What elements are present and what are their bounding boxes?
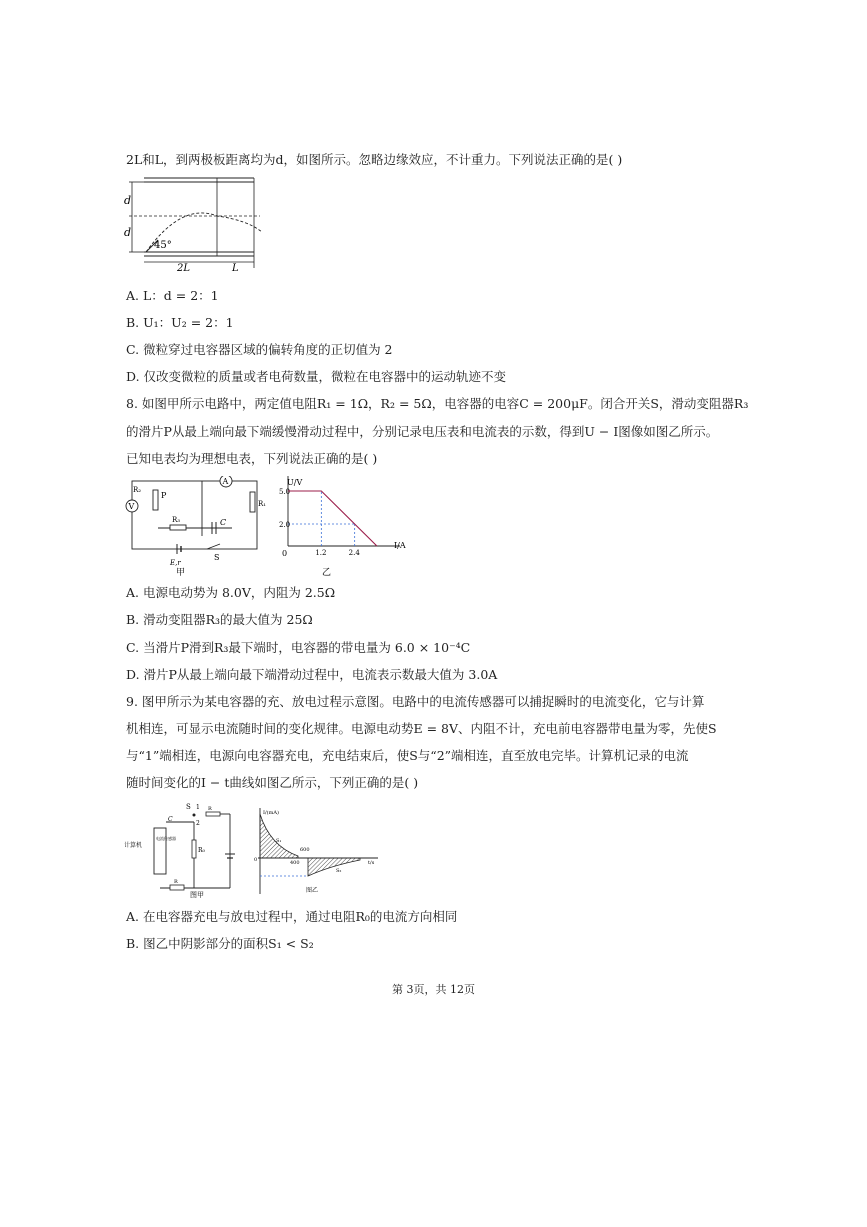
ammeter-label: A: [222, 477, 229, 486]
graph-ylabel: U/V: [287, 478, 303, 487]
terminal-1-label: 1: [196, 804, 200, 811]
graph-origin: 0: [282, 549, 288, 558]
graph-caption: 乙: [322, 568, 332, 578]
q7-stem-tail: 2L和L，到两极板距离均为d，如图所示。忽略边缘效应，不计重力。下列说法正确的是( ): [126, 152, 623, 167]
q9-stem-line-2: 机相连，可显示电流随时间的变化规律。电源电动势E = 8V、内阻不计，充电前电容器带电量为零，先使S: [126, 721, 717, 736]
circuit-caption: 甲: [176, 568, 186, 576]
it-ylabel: I/(mA): [263, 810, 279, 816]
it-xlabel: t/s: [368, 860, 375, 866]
d-bottom-label: d: [124, 226, 132, 239]
capacitor-c-label: C: [168, 816, 173, 823]
slider-p-label: P: [161, 491, 167, 500]
ui-line-series: [288, 491, 377, 546]
q9-option-b: B. 图乙中阴影部分的面积S₁ < S₂: [126, 936, 314, 951]
q8-stem-line-3: 已知电表均为理想电表，下列说法正确的是( ): [126, 451, 378, 466]
q8-option-c: C. 当滑片P滑到R₃最下端时，电容器的带电量为 6.0 × 10⁻⁴C: [126, 640, 471, 655]
resistor-r-top-label: R: [208, 806, 212, 812]
r3-label: R₃: [172, 516, 181, 524]
length-l-label: L: [232, 263, 239, 272]
tick-600-label: 600: [300, 847, 310, 853]
y-tick-label: 2.0: [279, 521, 291, 529]
y-tick-label: 5.0: [279, 488, 291, 496]
q8-stem-line-2: 的滑片P从最上端向最下端缓慢滑动过程中，分别记录电压表和电流表的示数，得到U − I图像如图乙所示。: [126, 424, 719, 439]
q9-option-a: A. 在电容器充电与放电过程中，通过电阻R₀的电流方向相同: [126, 909, 458, 924]
d-top-label: d: [124, 194, 132, 207]
it-origin: 0: [254, 857, 258, 863]
left-figure-caption: 图甲: [190, 891, 204, 899]
area-s2-label: S₂: [336, 868, 342, 874]
q9-stem-line-3: 与“1”端相连，电源向电容器充电，充电结束后，使S与“2”端相连，直至放电完毕。计算机记录的电流: [126, 748, 689, 763]
q9-stem-line-4: 随时间变化的I − t曲线如图乙所示，下列正确的是( ): [126, 775, 419, 790]
switch-s-label: S: [186, 803, 191, 811]
q7-option-c: C. 微粒穿过电容器区域的偏转角度的正切值为 2: [126, 342, 393, 357]
q8-option-d: D. 滑片P从最上端向最下端滑动过程中，电流表示数最大值为 3.0A: [126, 667, 498, 682]
length-2l-label: 2L: [177, 263, 191, 272]
tick-400-label: 400: [290, 860, 300, 866]
q7-option-d: D. 仅改变微粒的质量或者电荷数量，微粒在电容器中的运动轨迹不变: [126, 369, 507, 384]
q8-ui-graph: [278, 472, 408, 582]
area-s1-label: S₁: [276, 838, 282, 844]
source-label: E,r: [170, 559, 181, 567]
graph-xlabel: I/A: [394, 541, 406, 550]
q8-circuit-diagram: [122, 476, 272, 576]
r0-label: R₀: [198, 847, 205, 854]
q9-current-time-graph: [250, 806, 385, 900]
r2-label: R₂: [133, 486, 142, 494]
voltmeter-label: V: [128, 502, 135, 511]
r1-label: R₁: [258, 500, 267, 508]
page-footer: 第 3页，共 12页: [392, 983, 475, 996]
q7-option-b: B. U₁：U₂ = 2：1: [126, 315, 234, 330]
terminal-2-label: 2: [196, 820, 200, 827]
sensor-label: 电流传感器: [156, 836, 176, 841]
q7-option-a: A. L：d = 2：1: [126, 288, 219, 303]
capacitor-c-label: C: [220, 518, 227, 527]
q8-option-b: B. 滑动变阻器R₃的最大值为 25Ω: [126, 612, 313, 627]
q9-stem-line-1: 9. 图甲所示为某电容器的充、放电过程示意图。电路中的电流传感器可以捕捉瞬时的电流变化，它与计算: [126, 694, 705, 709]
resistor-r-bottom-label: R: [174, 879, 178, 885]
computer-label: 计算机: [124, 842, 143, 849]
x-tick-label: 2.4: [348, 549, 360, 557]
q7-capacitor-figure: [122, 172, 272, 272]
q9-charging-circuit: [124, 800, 239, 900]
switch-s-label: S: [214, 553, 220, 562]
angle-label: 45°: [154, 240, 172, 251]
right-figure-caption: 图乙: [306, 887, 319, 894]
q8-option-a: A. 电源电动势为 8.0V，内阻为 2.5Ω: [126, 585, 336, 600]
q8-stem-line-1: 8. 如图甲所示电路中，两定值电阻R₁ = 1Ω，R₂ = 5Ω，电容器的电容C = 200μF。闭合开关S，滑动变阻器R₃: [126, 396, 749, 411]
x-tick-label: 1.2: [315, 549, 327, 557]
